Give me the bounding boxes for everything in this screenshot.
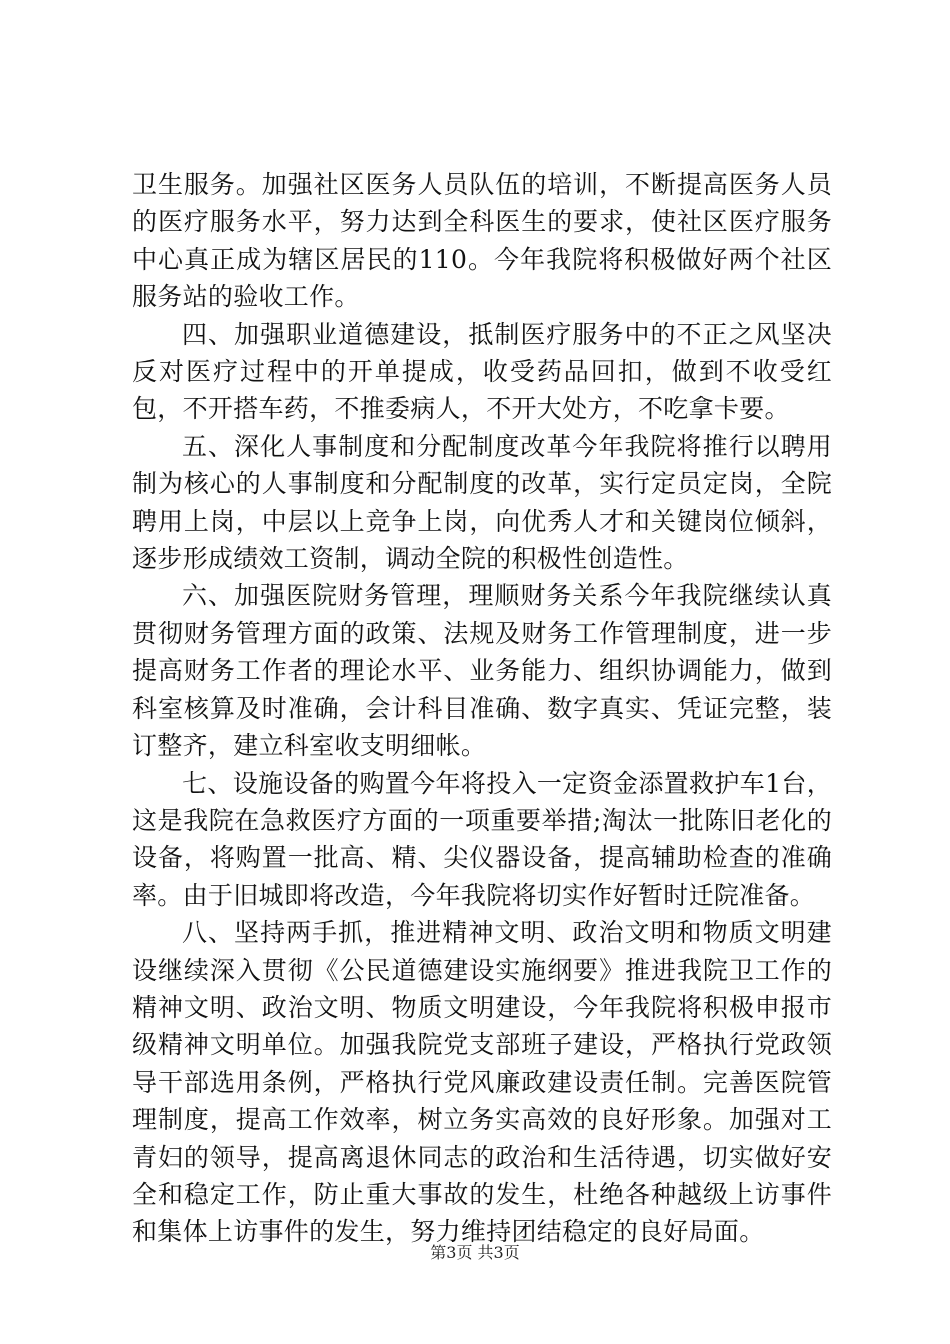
paragraph-section-5: 五、深化人事制度和分配制度改革今年我院将推行以聘用制为核心的人事制度和分配制度的改革，实行定员定岗，全院聘用上岗，中层以上竞争上岗，向优秀人才和关键岗位倾斜，逐步形成绩效工资制，调动全院的积极性创造性。 bbox=[132, 431, 832, 574]
paragraph-continuation: 卫生服务。加强社区医务人员队伍的培训，不断提高医务人员的医疗服务水平，努力达到全科医生的要求，使社区医疗服务中心真正成为辖区居民的110。今年我院将积极做好两个社区服务站的验收工作。 bbox=[132, 170, 832, 312]
page-footer: 第3页 共3页 bbox=[430, 1243, 520, 1262]
document-body bbox=[132, 166, 832, 1251]
paragraph-section-6: 六、加强医院财务管理，理顺财务关系今年我院继续认真贯彻财务管理方面的政策、法规及财务工作管理制度，进一步提高财务工作者的理论水平、业务能力、组织协调能力，做到科室核算及时准确，会计科目准确、数字真实、凭证完整，装订整齐，建立科室收支明细帐。 bbox=[132, 581, 832, 761]
paragraph-section-8: 八、坚持两手抓，推进精神文明、政治文明和物质文明建设继续深入贯彻《公民道德建设实施纲要》推进我院卫工作的精神文明、政治文明、物质文明建设，今年我院将积极申报市级精神文明单位。加强我院党支部班子建设，严格执行党政领导干部选用条例，严格执行党风廉政建设责任制。完善医院管理制度，提高工作效率，树立务实高效的良好形象。加强对工青妇的领导，提高离退休同志的政治和生活待遇，切实做好安全和稳定工作，防止重大事故的发生，杜绝各种越级上访事件和集体上访事件的发生，努力维持团结稳定的良好局面。 bbox=[132, 918, 832, 1247]
paragraph-section-4: 四、加强职业道德建设，抵制医疗服务中的不正之风坚决反对医疗过程中的开单提成，收受药品回扣，做到不收受红包，不开搭车药，不推委病人，不开大处方，不吃拿卡要。 bbox=[132, 319, 832, 424]
paragraph-section-7: 七、设施设备的购置今年将投入一定资金添置救护车1台，这是我院在急救医疗方面的一项重要举措;淘汰一批陈旧老化的设备，将购置一批高、精、尖仪器设备，提高辅助检查的准确率。由于旧城即将改造，今年我院将切实作好暂时迁院准备。 bbox=[132, 768, 832, 910]
